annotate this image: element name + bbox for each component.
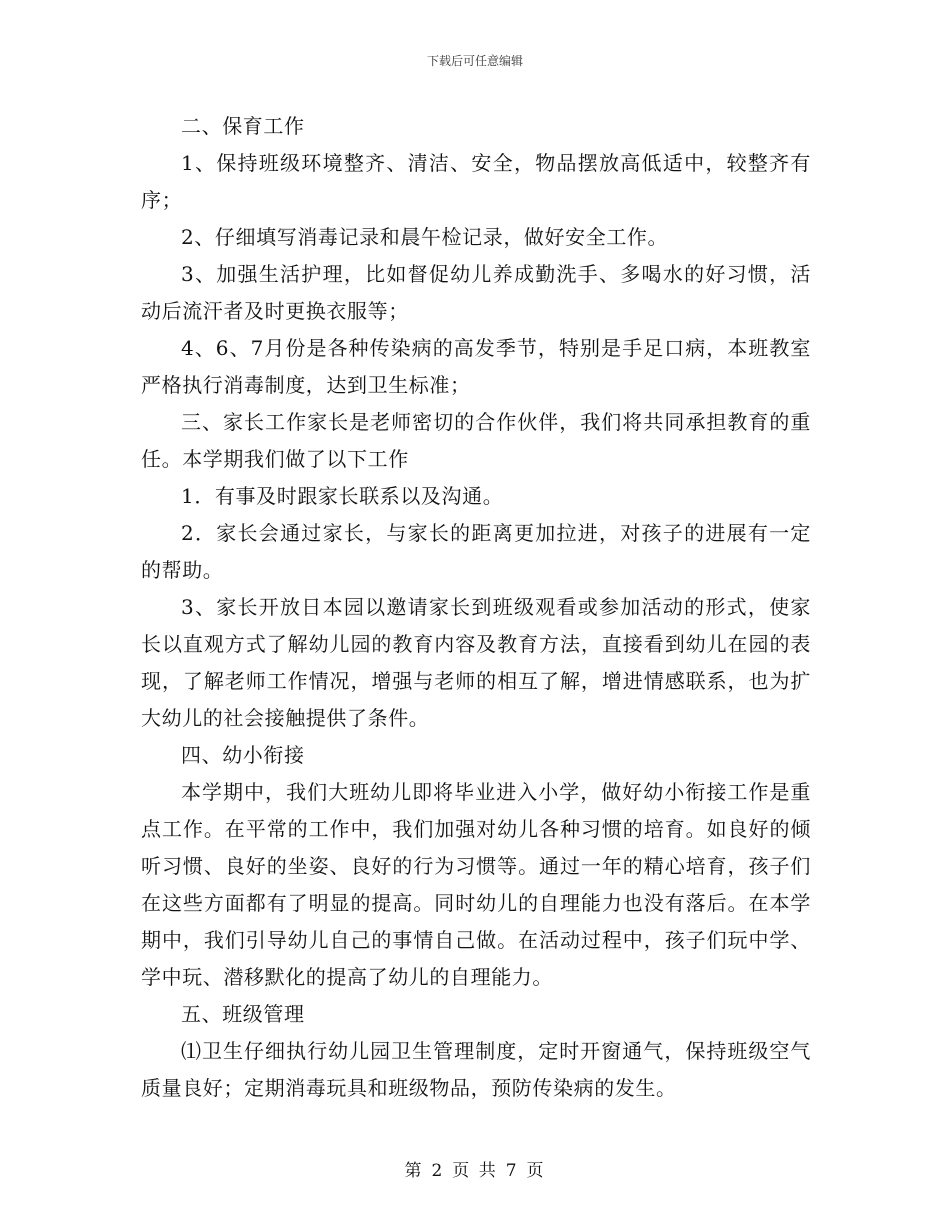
paragraph: 1．有事及时跟家长联系以及沟通。	[181, 484, 504, 508]
document-body	[141, 108, 811, 1107]
footer-suffix: 页	[526, 1161, 546, 1181]
paragraph: 4、6、7月份是各种传染病的高发季节，特别是手足口病，本班教室严格执行消毒制度，达到卫生标准；	[141, 336, 811, 397]
paragraph: 3、加强生活护理，比如督促幼儿养成勤洗手、多喝水的好习惯，活动后流汗者及时更换衣服等；	[141, 262, 811, 323]
footer-prefix: 第	[404, 1161, 424, 1181]
section-heading-parents: 三、家长工作家长是老师密切的合作伙伴，我们将共同承担教育的重任。本学期我们做了以下工作	[141, 410, 811, 471]
paragraph: 1、保持班级环境整齐、清洁、安全，物品摆放高低适中，较整齐有序；	[141, 151, 811, 212]
paragraph: 2、仔细填写消毒记录和晨午检记录，做好安全工作。	[181, 225, 669, 249]
paragraph: ⑴卫生仔细执行幼儿园卫生管理制度，定时开窗通气，保持班级空气质量良好；定期消毒玩具和班级物品，预防传染病的发生。	[141, 1039, 811, 1100]
paragraph: 本学期中，我们大班幼儿即将毕业进入小学，做好幼小衔接工作是重点工作。在平常的工作中，我们加强对幼儿各种习惯的培育。如良好的倾听习惯、良好的坐姿、良好的行为习惯等。通过一年的精心培育，孩子们在这些方面都有了明显的提高。同时幼儿的自理能力也没有落后。在本学期中，我们引导幼儿自己的事情自己做。在活动过程中，孩子们玩中学、学中玩、潜移默化的提高了幼儿的自理能力。	[141, 780, 811, 989]
page-footer	[0, 1156, 950, 1181]
page-number: 2	[431, 1161, 445, 1181]
section-heading-transition: 四、幼小衔接	[181, 743, 305, 767]
footer-middle: 页 共	[452, 1161, 498, 1181]
section-heading-care: 二、保育工作	[181, 114, 305, 138]
paragraph: 3、家长开放日本园以邀请家长到班级观看或参加活动的形式，使家长以直观方式了解幼儿园的教育内容及教育方法，直接看到幼儿在园的表现，了解老师工作情况，增强与老师的相互了解，增进情感联系，也为扩大幼儿的社会接触提供了条件。	[141, 595, 811, 730]
page-header: 下载后可任意编辑	[426, 54, 523, 68]
paragraph: 2．家长会通过家长，与家长的距离更加拉进，对孩子的进展有一定的帮助。	[141, 521, 811, 582]
page-total: 7	[505, 1161, 519, 1181]
section-heading-class-management: 五、班级管理	[181, 1002, 305, 1026]
